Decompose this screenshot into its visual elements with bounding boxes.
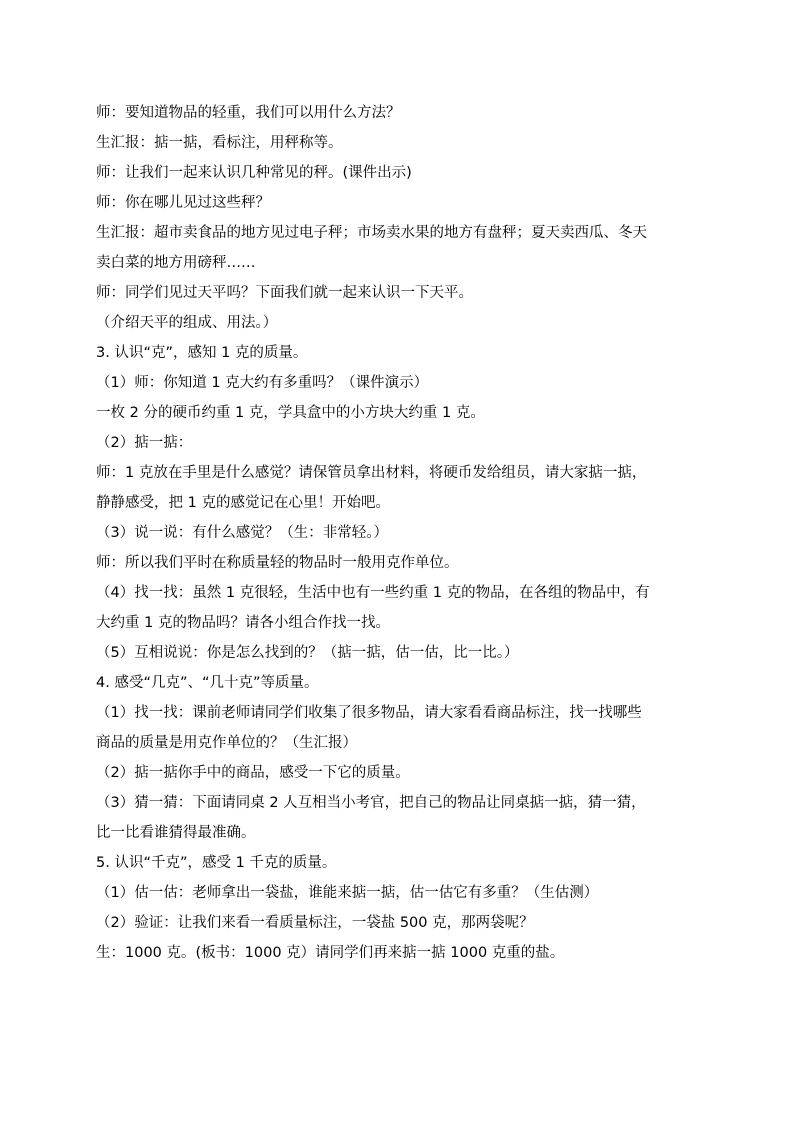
text-line: （2）掂一掂你手中的商品，感受一下它的质量。 [96, 765, 410, 781]
text-line: 卖白菜的地方用磅秤…… [96, 255, 256, 271]
text-line: 生汇报：超市卖食品的地方见过电子秤；市场卖水果的地方有盘秤；夏天卖西瓜、冬天 [96, 225, 647, 241]
text-line: （介绍天平的组成、用法。） [96, 315, 278, 331]
text-line: （2）掂一掂： [96, 435, 193, 451]
text-line: （2）验证：让我们来看一看质量标注，一袋盐 500 克，那两袋呢？ [96, 915, 534, 931]
text-line: （1）估一估：老师拿出一袋盐，谁能来掂一掂，估一估它有多重？（生估测） [96, 885, 599, 901]
text-line: （4）找一找：虽然 1 克很轻，生活中也有一些约重 1 克的物品，在各组的物品中，有 [96, 585, 650, 601]
text-line: 商品的质量是用克作单位的？（生汇报） [96, 735, 357, 751]
text-line: 大约重 1 克的物品吗？请各小组合作找一找。 [96, 615, 390, 631]
text-line: 师：所以我们平时在称质量轻的物品时一般用克作单位。 [96, 555, 459, 571]
text-line: 师：1 克放在手里是什么感觉？请保管员拿出材料，将硬币发给组员，请大家掂一掂， [96, 465, 647, 481]
text-line: （1）找一找：课前老师请同学们收集了很多物品，请大家看看商品标注，找一找哪些 [96, 705, 642, 721]
text-line: 4. 感受“几克”、“几十克”等质量。 [96, 675, 319, 691]
text-line: （5）互相说说：你是怎么找到的？（掂一掂，估一估，比一比。） [96, 645, 519, 661]
text-line: 一枚 2 分的硬币约重 1 克，学具盒中的小方块大约重 1 克。 [96, 405, 485, 421]
text-line: 3. 认识“克”，感知 1 克的质量。 [96, 345, 308, 361]
document-body [96, 98, 716, 968]
text-line: 师：你在哪儿见过这些秤？ [96, 195, 270, 211]
text-line: （1）师：你知道 1 克大约有多重吗？（课件演示） [96, 375, 429, 391]
text-line: 生：1000 克。(板书：1000 克）请同学们再来掂一掂 1000 克重的盐。 [96, 945, 565, 961]
text-line: 师：同学们见过天平吗？下面我们就一起来认识一下天平。 [96, 285, 473, 301]
text-line: 静静感受，把 1 克的感觉记在心里！开始吧。 [96, 495, 390, 511]
text-line: 生汇报：掂一掂，看标注，用秤称等。 [96, 135, 343, 151]
text-line: （3）说一说：有什么感觉？（生：非常轻。） [96, 525, 388, 541]
text-line: 5. 认识“千克”，感受 1 千克的质量。 [96, 855, 337, 871]
text-line: 师：让我们一起来认识几种常见的秤。(课件出示) [96, 165, 412, 181]
text-line: 比一比看谁猜得最准确。 [96, 825, 256, 841]
text-line: 师：要知道物品的轻重，我们可以用什么方法？ [96, 105, 401, 121]
text-line: （3）猜一猜：下面请同桌 2 人互相当小考官，把自己的物品让同桌掂一掂，猜一猜， [96, 795, 646, 811]
